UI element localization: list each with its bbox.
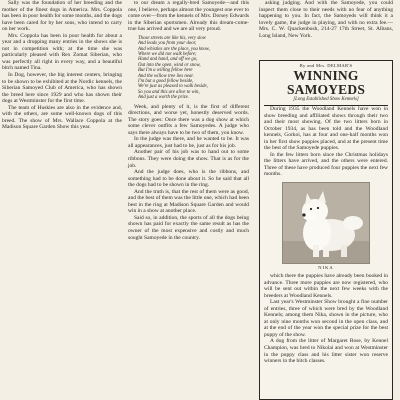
paragraph: And the truth is, that the rest of them were as good, and the best of them was the little one, which had been best in the ring at Madison Square Garden and would win in a show at another place. [128, 188, 249, 215]
paragraph: Last year's Westminster Show brought a fine number of entries, three of which were bred by the Woodland Kennels; among them Nika, shown in the picture, who at only nine months won second in the open class, and at the end of the year won the special prize for the best puppy of the show. [264, 299, 388, 338]
paragraph: During 1935 the Woodland Kennels have won in show breeding and affiliated shows through their two and their most showing. Of the two litters born in October 1934, as has been told and the Woodland kennels, Gorkoi, has at four and one-half months won in her first show puppies placed, and at the present time the best of the Samoyede puppies. [264, 106, 388, 152]
samoyed-dog-image [283, 183, 369, 263]
feature-text-top [264, 106, 388, 178]
article-column-middle [128, 0, 249, 241]
poem-line: And leads you from your door, [138, 41, 197, 47]
poem-line: We're just as pleased to walk beside, [138, 84, 208, 90]
poem-line: Where we did not walk before; [138, 51, 197, 57]
photo-caption: NIKA [318, 265, 334, 271]
paragraph: In Dog, however, the big interest centers, bringing to be shown to be exhibited at the Nordic kennels, the Siberian Samoyed Club of America, who has shown the breed here since 1929 and who has shown their dogs at Westminster for the first time. [2, 72, 122, 105]
poem-line: So you and this are alive to win, [138, 89, 200, 95]
paragraph: asking judging. And with the Samoyede, you could inspect them close to their needs with no fear of anything happening to you. In fact, the Samoyeds will think it a lovely game, the judge in playing, and with no extra fee.—Mrs. C. W. Quackenbush, 214-27 17th Street, St. Albans, Long Island, New York. [259, 0, 393, 39]
poem-line: Out into the open, wind or snow, [138, 62, 201, 68]
feature-subhead: [Long Established Show Kennels] [293, 97, 359, 102]
paragraph: Said so, in addition, the sports of all the dogs being shown has paid for exactly the same result as has the owner of the most expensive and costly and much sought Samoyede in the country. [128, 214, 249, 241]
paragraph: In the judge was there, and he wanted to be. It was all appearances, just had to be, just as for his job. [128, 136, 249, 149]
paragraph: Mrs. Coppola has been in poor health for about a year and a dropping many entries in the shows she is not in competition with; at the time she was particularly pleased with Rex Zomat Siberian, who was perfectly all right in every way, and a beautiful bitch named Tina. [2, 32, 122, 72]
poem-line: And just a worth the prize. [138, 95, 189, 101]
poem-line: But I'm a willing fellow here [138, 68, 193, 74]
poem-line: I'm but a good fellow beside, [138, 78, 194, 84]
paragraph: A dog from the litter of Margaret Rose, by Kennel Champion, was bred to Nikolai and won at Westminster in the puppy class and his litter sister won reserve winners in the bitch classes. [264, 338, 388, 365]
paragraph: which there the puppies have already been booked in advance. Three more puppies are now registered, who will be sent out within the next few weeks with the breeders at Woodland Kennels. [264, 273, 388, 299]
paragraph: to our dream a regally-bred Samoyede—and this one, I believe, perhaps almost the youngest one ever to come over—from the kennels of Mrs. Dorsey Edwards in the Siberian sportsmen. Already this dream-come-true has arrived and we are all very proud. [128, 0, 249, 33]
paragraph: The team of Huskies are also in the evidence and, with the others, are some well-known dogs of this breed. The show of Mrs. Wallace Coppola at the Madison Square Garden Show this year. [2, 104, 122, 131]
feature-kicker: By and Mrs. DELMAR'S [299, 63, 353, 68]
poem-block [138, 36, 249, 101]
kennel-feature-box [259, 60, 393, 400]
paragraph: Another pair of his job was to hand out to some ribbons. They were doing the show. That is as for the job. [128, 149, 249, 169]
paragraph: In the few litters born since the Christmas holidays the litters have arrived, and the others were entered. Three of these have produced four puppies the next few months. [264, 151, 388, 178]
feature-text-bottom [264, 273, 388, 365]
poem-line: Hand and hand, and off we go, [138, 57, 198, 63]
article-column-left [2, 0, 122, 131]
article-column-right [259, 0, 393, 39]
paragraph: And the judge does, who is the ribbons, and something had to be done about it. So he said that all the dogs had to be shown in the ring. [128, 169, 249, 189]
samoyed-photo [282, 182, 370, 264]
paragraph: Week, and plenty of it, is the first of different directions, and worse yet, honestly deserved words. The story goes: Once there was a dog show at which some clever outfits a few Samoyedes. A judge who says there always have to be two of them, you know. [128, 103, 249, 136]
poem-line: Those streets are like his, very slow [138, 35, 206, 41]
poem-line: And the willow tree lies near. [138, 73, 194, 79]
poem-line: And whistles are the place, you know, [138, 46, 210, 52]
feature-headline: WINNING SAMOYEDS [286, 68, 366, 97]
paragraph: Sally was the foundation of her breeding and the mother of the finest dogs in America. Mrs. Coppola has been in poor health for some months, and the dogs have been cared for by her sons, who intend to carry on her work. [2, 0, 122, 33]
